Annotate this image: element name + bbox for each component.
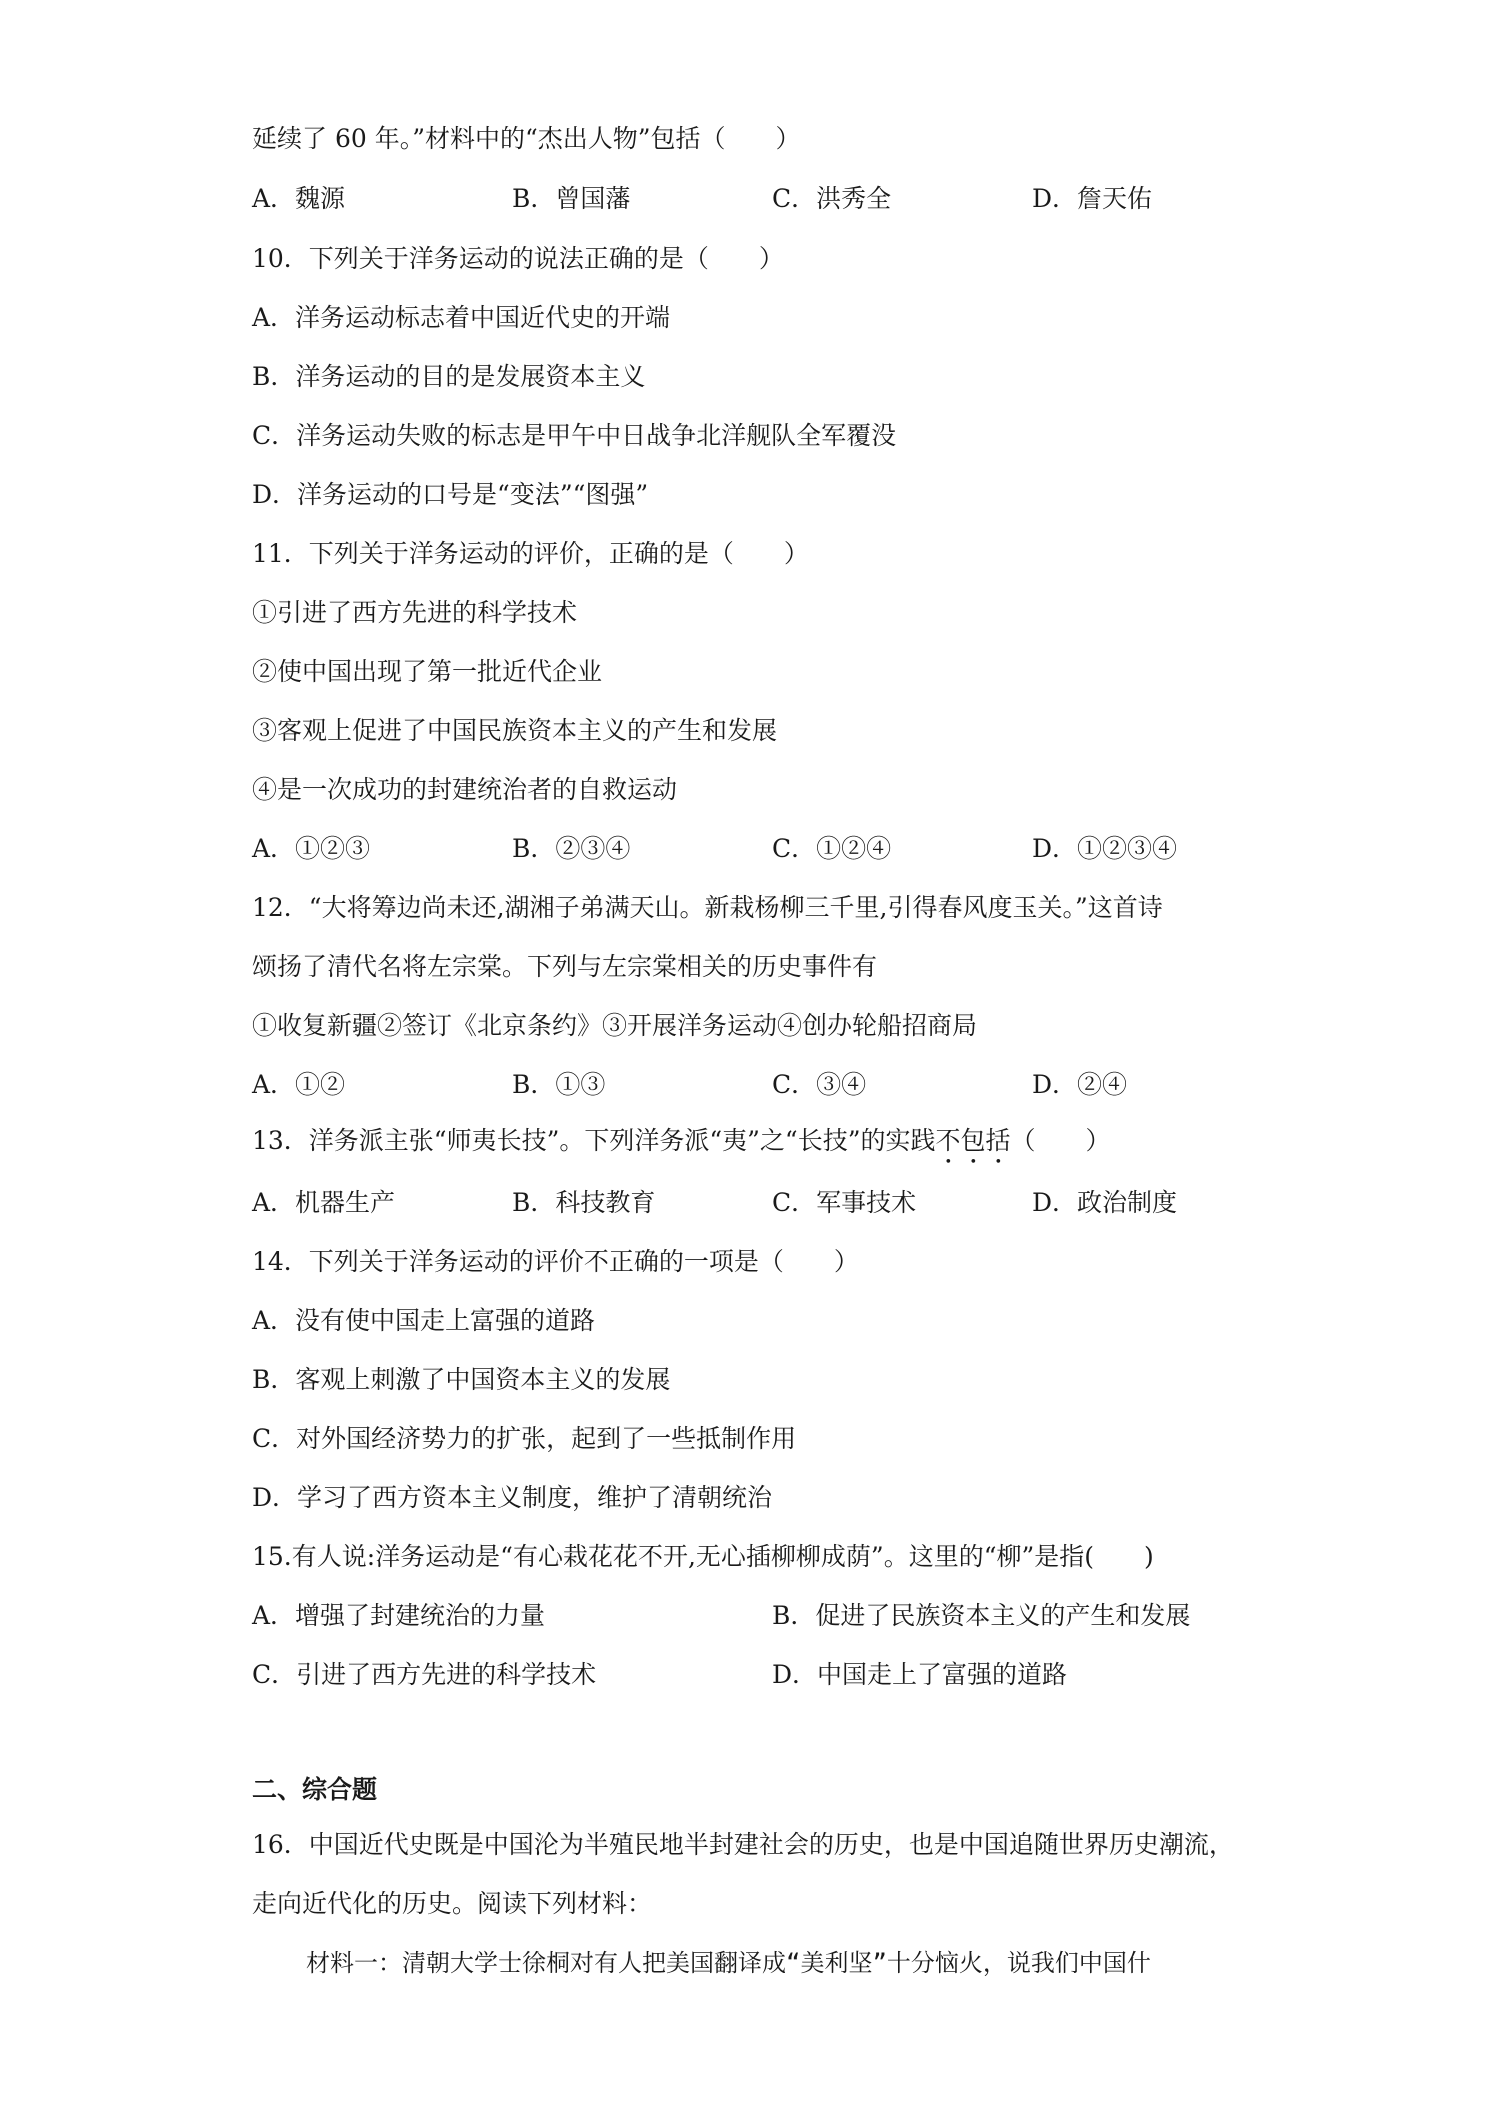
q12-options bbox=[252, 1070, 1292, 1100]
q10-option-b: B．洋务运动的目的是发展资本主义 bbox=[252, 362, 646, 391]
q12-option-b: B．①③ bbox=[512, 1070, 606, 1099]
q11-option-d: D．①②③④ bbox=[1032, 834, 1178, 863]
q12-option-d: D．②④ bbox=[1032, 1070, 1128, 1099]
q11-item-3: ③客观上促进了中国民族资本主义的产生和发展 bbox=[252, 716, 778, 745]
q9-option-d: D．詹天佑 bbox=[1032, 184, 1153, 213]
q12-stem-line-1: 12．“大将筹边尚未还,湖湘子弟满天山。新栽杨柳三千里,引得春风度玉关。”这首诗 bbox=[252, 893, 1163, 922]
q14-stem: 14．下列关于洋务运动的评价不正确的一项是（ ） bbox=[252, 1247, 859, 1276]
q10-option-d: D．洋务运动的口号是“变法”“图强” bbox=[252, 480, 649, 509]
q16-material-1: 材料一：清朝大学士徐桐对有人把美国翻译成“美利坚”十分恼火，说我们中国什 bbox=[306, 1949, 1151, 1977]
q11-option-a: A．①②③ bbox=[252, 834, 371, 863]
q15-option-b: B．促进了民族资本主义的产生和发展 bbox=[772, 1601, 1191, 1630]
q12-items: ①收复新疆②签订《北京条约》③开展洋务运动④创办轮船招商局 bbox=[252, 1011, 978, 1040]
q12-option-a: A．①② bbox=[252, 1070, 346, 1099]
q14-option-b: B．客观上刺激了中国资本主义的发展 bbox=[252, 1365, 671, 1394]
q11-item-2: ②使中国出现了第一批近代企业 bbox=[252, 657, 603, 686]
q9-option-b: B．曾国藩 bbox=[512, 184, 631, 213]
q13-option-c: C．军事技术 bbox=[772, 1188, 917, 1217]
q13-stem-emphasis: 不包括 bbox=[935, 1126, 1011, 1155]
q9-options bbox=[252, 184, 1292, 214]
q15-stem: 15.有人说:洋务运动是“有心栽花花不开,无心插柳柳成荫”。这里的“柳”是指( ) bbox=[252, 1542, 1154, 1571]
q10-option-a: A．洋务运动标志着中国近代史的开端 bbox=[252, 303, 671, 332]
q15-options-row-2 bbox=[252, 1660, 1292, 1690]
section-title: 二、综合题 bbox=[252, 1775, 378, 1804]
q13-options bbox=[252, 1188, 1292, 1218]
q13-stem-text: 13．洋务派主张“师夷长技”。下列洋务派“夷”之“长技”的实践 bbox=[252, 1126, 936, 1155]
q11-option-c: C．①②④ bbox=[772, 834, 892, 863]
q11-stem: 11．下列关于洋务运动的评价，正确的是（ ） bbox=[252, 539, 809, 568]
q11-item-4: ④是一次成功的封建统治者的自救运动 bbox=[252, 775, 678, 804]
q12-stem-line-2: 颂扬了清代名将左宗棠。下列与左宗棠相关的历史事件有 bbox=[252, 952, 878, 981]
q13-stem bbox=[252, 1126, 1111, 1170]
q13-option-d: D．政治制度 bbox=[1032, 1188, 1178, 1217]
q10-stem: 10．下列关于洋务运动的说法正确的是（ ） bbox=[252, 244, 784, 273]
q15-options-row-1 bbox=[252, 1601, 1292, 1631]
q14-option-d: D．学习了西方资本主义制度，维护了清朝统治 bbox=[252, 1483, 773, 1512]
q11-options bbox=[252, 834, 1292, 864]
q9-option-c: C．洪秀全 bbox=[772, 184, 892, 213]
q15-option-d: D．中国走上了富强的道路 bbox=[772, 1660, 1068, 1689]
q14-option-c: C．对外国经济势力的扩张，起到了一些抵制作用 bbox=[252, 1424, 797, 1453]
q15-option-a: A．增强了封建统治的力量 bbox=[252, 1601, 546, 1630]
q16-stem-line-2: 走向近代化的历史。阅读下列材料： bbox=[252, 1889, 653, 1918]
q16-stem-line-1: 16．中国近代史既是中国沦为半殖民地半封建社会的历史，也是中国追随世界历史潮流， bbox=[252, 1830, 1234, 1859]
q9-stem-continuation: 延续了 60 年。”材料中的“杰出人物”包括（ ） bbox=[252, 124, 801, 153]
q9-option-a: A．魏源 bbox=[252, 184, 346, 213]
q12-option-c: C．③④ bbox=[772, 1070, 867, 1099]
q15-option-c: C．引进了西方先进的科学技术 bbox=[252, 1660, 597, 1689]
q13-option-a: A．机器生产 bbox=[252, 1188, 396, 1217]
q13-stem-paren: （ ） bbox=[1010, 1126, 1111, 1155]
q10-option-c: C．洋务运动失败的标志是甲午中日战争北洋舰队全军覆没 bbox=[252, 421, 897, 450]
q11-item-1: ①引进了西方先进的科学技术 bbox=[252, 598, 578, 627]
q14-option-a: A．没有使中国走上富强的道路 bbox=[252, 1306, 596, 1335]
q11-option-b: B．②③④ bbox=[512, 834, 631, 863]
q13-option-b: B．科技教育 bbox=[512, 1188, 656, 1217]
